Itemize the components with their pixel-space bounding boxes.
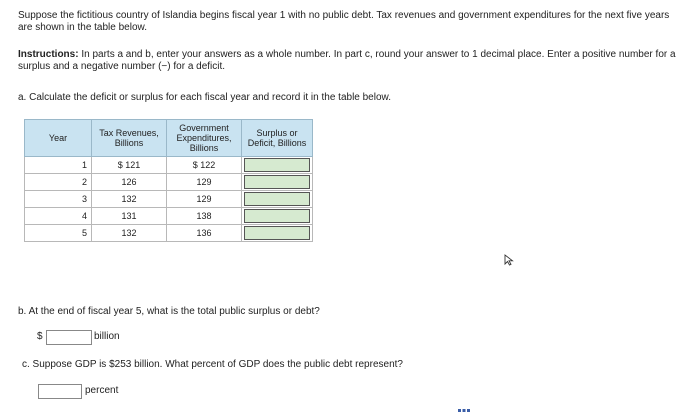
tax-cell: 131 xyxy=(92,208,167,225)
table-row xyxy=(25,191,313,208)
fiscal-table xyxy=(24,119,313,242)
header-surplus-deficit: Surplus or Deficit, Billions xyxy=(242,120,313,157)
dollar-prefix: $ xyxy=(37,331,43,342)
gov-cell: 129 xyxy=(167,191,242,208)
surplus-cell xyxy=(242,191,313,208)
year-cell: 5 xyxy=(25,225,92,242)
tax-cell: $ 121 xyxy=(92,157,167,174)
instructions-text: In parts a and b, enter your answers as a whole number. In part c, round your answer to 1 decimal place. Enter a positive number for a surplus and a negative number (−) for a deficit. xyxy=(18,49,676,72)
gov-cell: 129 xyxy=(167,174,242,191)
instructions xyxy=(18,49,688,73)
surplus-input-year-2[interactable] xyxy=(244,175,310,189)
part-a-question: a. Calculate the deficit or surplus for each fiscal year and record it in the table below. xyxy=(18,92,391,103)
part-b-question: b. At the end of fiscal year 5, what is the total public surplus or debt? xyxy=(18,306,320,317)
table-row xyxy=(25,208,313,225)
gov-cell: $ 122 xyxy=(167,157,242,174)
header-year: Year xyxy=(25,120,92,157)
problem-intro: Suppose the fictitious country of Islandia begins fiscal year 1 with no public debt. Tax revenues and government expenditures for the next five years are shown in the table below. xyxy=(18,10,670,33)
tax-cell: 132 xyxy=(92,225,167,242)
header-tax-revenues: Tax Revenues, Billions xyxy=(92,120,167,157)
surplus-input-year-4[interactable] xyxy=(244,209,310,223)
tax-cell: 126 xyxy=(92,174,167,191)
surplus-input-year-5[interactable] xyxy=(244,226,310,240)
billion-unit: billion xyxy=(94,331,120,342)
surplus-cell xyxy=(242,225,313,242)
year-cell: 4 xyxy=(25,208,92,225)
header-government-expenditures: Government Expenditures, Billions xyxy=(167,120,242,157)
surplus-cell xyxy=(242,208,313,225)
total-debt-input[interactable] xyxy=(46,330,92,345)
table-row xyxy=(25,157,313,174)
instructions-label: Instructions: xyxy=(18,49,79,60)
gov-cell: 136 xyxy=(167,225,242,242)
percent-gdp-input[interactable] xyxy=(38,384,82,399)
table-row xyxy=(25,225,313,242)
surplus-input-year-3[interactable] xyxy=(244,192,310,206)
more-options-icon[interactable] xyxy=(458,409,470,413)
surplus-cell xyxy=(242,174,313,191)
year-cell: 2 xyxy=(25,174,92,191)
part-c-question: c. Suppose GDP is $253 billion. What percent of GDP does the public debt represent? xyxy=(22,359,403,370)
surplus-cell xyxy=(242,157,313,174)
percent-unit: percent xyxy=(85,385,119,396)
surplus-input-year-1[interactable] xyxy=(244,158,310,172)
gov-cell: 138 xyxy=(167,208,242,225)
year-cell: 1 xyxy=(25,157,92,174)
year-cell: 3 xyxy=(25,191,92,208)
mouse-cursor-icon xyxy=(504,254,514,266)
tax-cell: 132 xyxy=(92,191,167,208)
table-row xyxy=(25,174,313,191)
